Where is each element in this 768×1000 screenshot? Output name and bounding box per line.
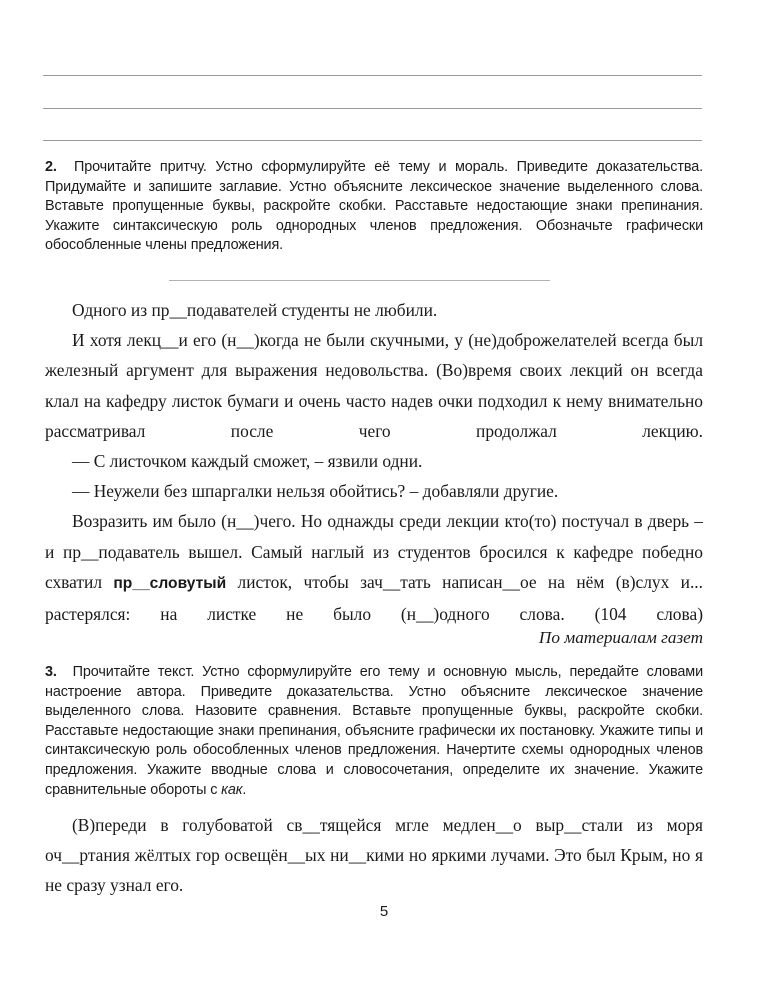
passage-text-before-bold: Возразить им было (н__)чего. Но однажды среди лекции кто(то) постучал в дверь – и пр__подаватель вышел. Самый наглый из студентов бросился к кафедре победно схватил <box>45 511 703 592</box>
writing-rule-line-2 <box>43 108 702 109</box>
exercise-3-text-part1: Прочитайте текст. Устно сформулируйте его тему и основную мысль, передайте словами настроение автора. Приведите доказательства. Устно объясните лексическое значение выделенного слова. Назовите сравнения. Вставьте пропущенные буквы, раскройте скобки. Расставьте недостающие знаки препинания, объясните графически их постановку. Укажите типы и синтаксическую роль обособленных членов предложения. Начертите схемы однородных членов предложения. Укажите вводные слова и словосочетания, определите их значение. Укажите сравнительные обороты с <box>45 664 703 798</box>
exercise-2-number: 2. <box>45 159 57 175</box>
exercise-3-passage <box>45 810 703 901</box>
passage-paragraph: Одного из пр__подавателей студенты не любили. <box>72 300 438 320</box>
passage-dialogue-line: — Неужели без шпаргалки нельзя обойтись? – добавляли другие. <box>72 481 559 502</box>
exercise-3-number: 3. <box>45 664 57 680</box>
writing-rule-line-3 <box>43 140 702 141</box>
writing-rule-line-1 <box>43 75 702 76</box>
passage-paragraph-with-highlight <box>45 506 703 629</box>
highlighted-vocabulary-word: пр__словутый <box>113 574 227 592</box>
passage-paragraph: И хотя лекц__и его (н__)когда не были скучными, у (не)доброжелателей всегда был железный аргумент для выражения недовольства. (Во)время своих лекций он всегда клал на кафедру листок бумаги и очень часто надев очки подходил к нему внимательно рассматривал после чего продолжал лекцию. <box>45 330 703 441</box>
passage-source-attribution: По материалам газет <box>538 628 703 647</box>
exercise-3-instructions <box>45 663 703 800</box>
section-divider-rule <box>169 280 550 281</box>
passage-dialogue-line: — С листочком каждый сможет, – язвили одни. <box>72 451 423 472</box>
page-number: 5 <box>379 903 389 920</box>
passage-paragraph: (В)переди в голубоватой св__тящейся мгле медлен__о выр__стали из моря оч__ртания жёлтых гор освещён__ых ни__кими но яркими лучами. Это был Крым, но я не сразу узнал его. <box>45 815 703 896</box>
exercise-2-instructions <box>45 158 703 256</box>
exercise-3-text-part2: . <box>242 781 247 798</box>
exercise-3-italic-term: как <box>221 781 243 798</box>
passage-text-after-bold: листок, чтобы зач__тать написан__ое на нём (в)слух и... растерялся: на листке не было (н__)одного слова. (104 слова) <box>45 571 704 625</box>
exercise-2-text: Прочитайте притчу. Устно сформулируйте её тему и мораль. Приведите доказательства. Придумайте и запишите заглавие. Устно объясните лексическое значение выделенного слова. Вставьте пропущенные буквы, раскройте скобки. Расставьте недостающие знаки препинания. Укажите синтаксическую роль однородных членов предложения. Обозначьте графически обособленные члены предложения. <box>45 159 703 254</box>
exercise-2-passage <box>45 295 703 629</box>
